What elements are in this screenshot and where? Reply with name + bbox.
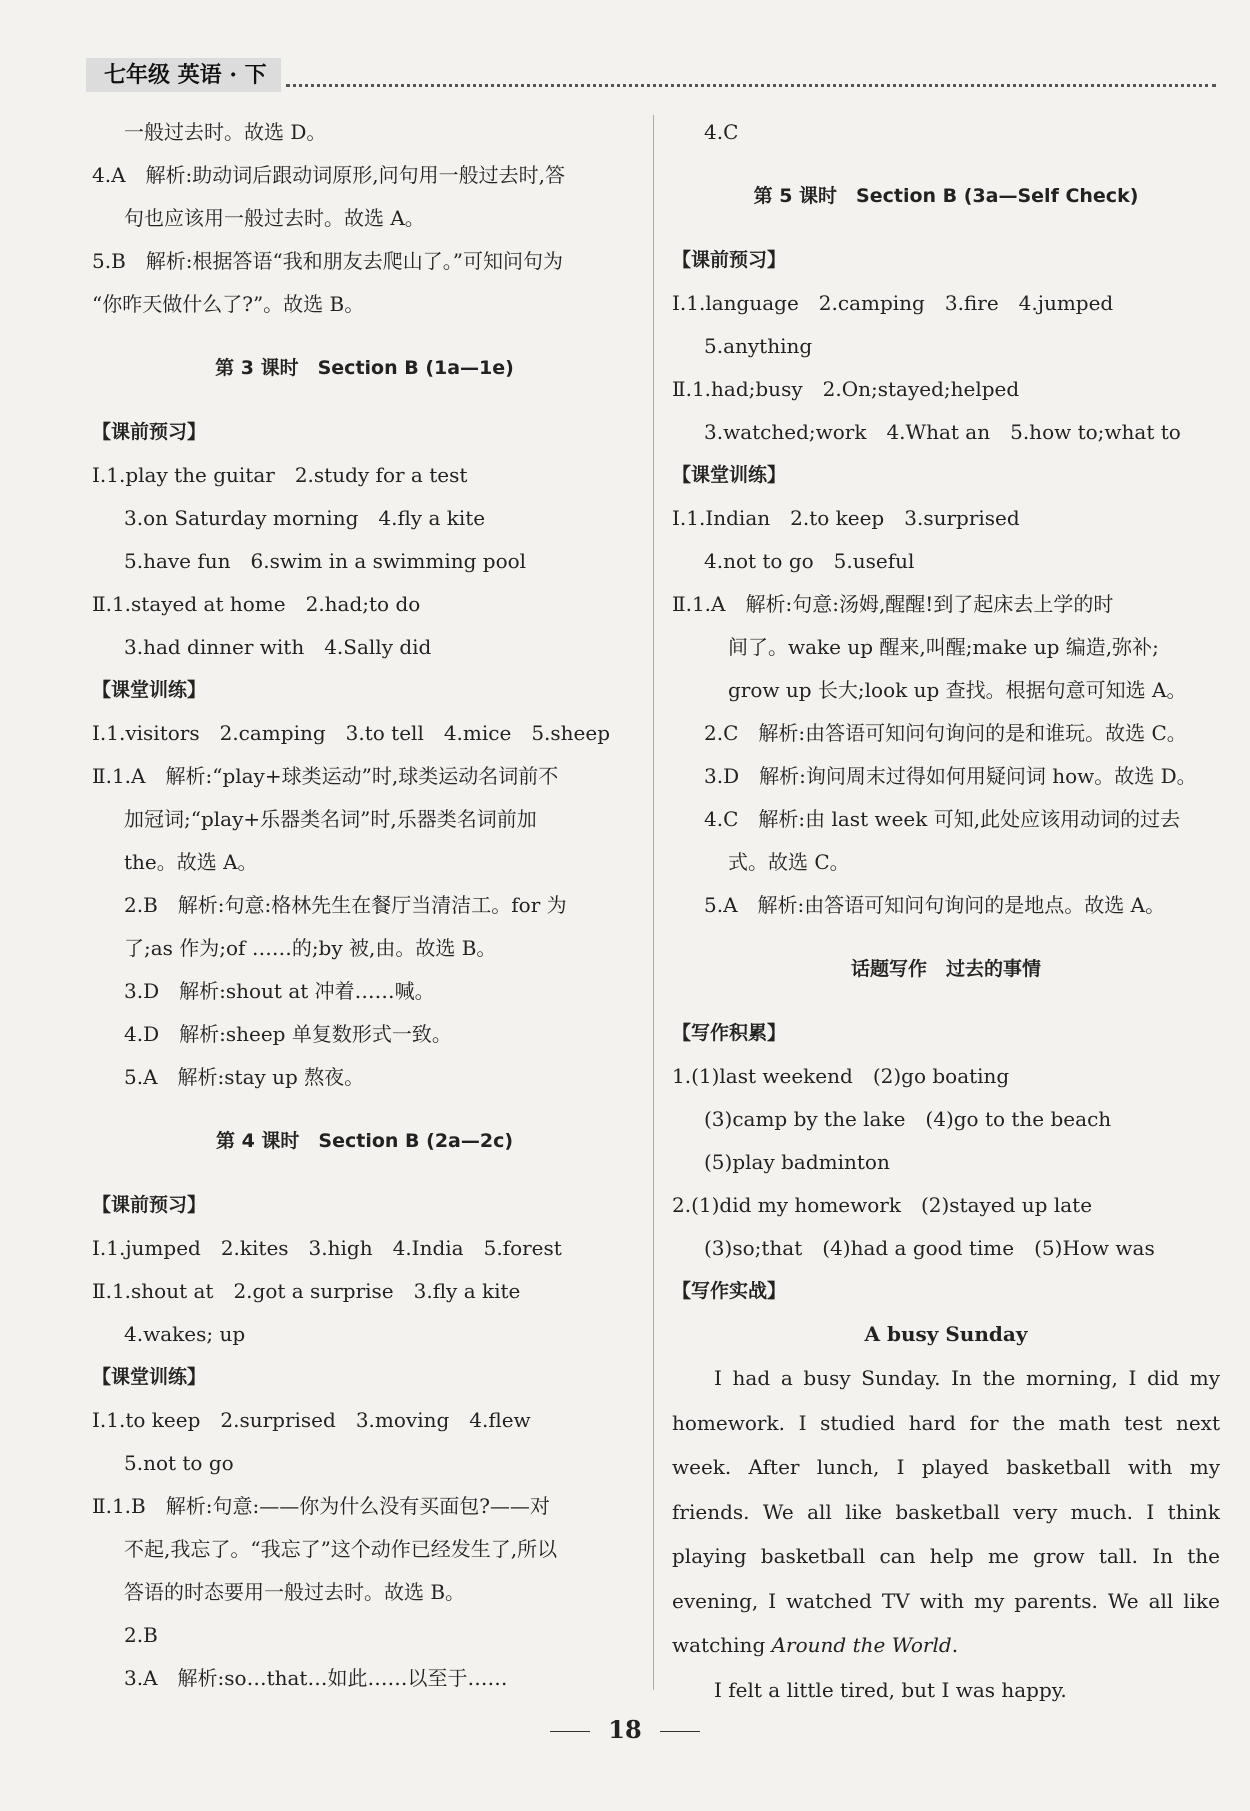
answer-line: 4.D 解析:sheep 单复数形式一致。 (124, 1022, 452, 1046)
page-number-dash-left (550, 1731, 590, 1732)
answer-line: Ⅰ.1.to keep 2.surprised 3.moving 4.flew (92, 1408, 531, 1432)
lesson-heading: 第 3 课时 Section B (1a—1e) (215, 357, 514, 379)
page-number-dash-right (660, 1731, 700, 1732)
section-heading: 【课前预习】 (92, 421, 207, 443)
essay-paragraph-2: I felt a little tired, but I was happy. (714, 1677, 1067, 1702)
answer-line: 4.not to go 5.useful (704, 549, 915, 573)
answer-line: the。故选 A。 (124, 850, 258, 874)
section-heading: 【课堂训练】 (92, 679, 207, 701)
answer-line: 5.A 解析:stay up 熬夜。 (124, 1065, 365, 1089)
answer-line: 3.had dinner with 4.Sally did (124, 635, 432, 659)
answer-line: 5.anything (704, 334, 813, 358)
answer-line: 2.B 解析:句意:格林先生在餐厅当清洁工。for 为 (124, 893, 567, 917)
header-title: 七年级 英语 · 下 (86, 58, 281, 92)
answer-line: 3.A 解析:so…that…如此……以至于…… (124, 1666, 508, 1690)
answer-line: (3)camp by the lake (4)go to the beach (704, 1107, 1112, 1131)
answer-line: 2.(1)did my homework (2)stayed up late (672, 1193, 1093, 1217)
answer-line: 5.A 解析:由答语可知问句询问的是地点。故选 A。 (704, 893, 1166, 917)
answer-line: 句也应该用一般过去时。故选 A。 (124, 206, 425, 230)
answer-line: Ⅱ.1.shout at 2.got a surprise 3.fly a kite (92, 1279, 521, 1303)
answer-line: 4.A 解析:助动词后跟动词原形,问句用一般过去时,答 (92, 163, 565, 187)
answer-line: Ⅱ.1.stayed at home 2.had;to do (92, 592, 421, 616)
answer-line: Ⅰ.1.language 2.camping 3.fire 4.jumped (672, 291, 1114, 315)
section-gap (92, 390, 637, 411)
answer-line: Ⅱ.1.A 解析:句意:汤姆,醒醒!到了起床去上学的时 (672, 592, 1114, 616)
answer-line: 4.wakes; up (124, 1322, 246, 1346)
tv-show-title: Around the World (771, 1633, 952, 1657)
lesson-heading: 第 5 课时 Section B (3a—Self Check) (753, 185, 1139, 207)
section-gap (672, 991, 1220, 1012)
section-heading: 【课堂训练】 (672, 464, 787, 486)
section-heading: 【课堂训练】 (92, 1366, 207, 1388)
answer-line: 5.not to go (124, 1451, 234, 1475)
left-column (92, 111, 637, 1700)
answer-line: 间了。wake up 醒来,叫醒;make up 编造,弥补; (728, 635, 1159, 659)
essay-title: A busy Sunday (864, 1322, 1028, 1346)
section-heading: 【课前预习】 (672, 249, 787, 271)
answer-line: 了;as 作为;of ……的;by 被,由。故选 B。 (124, 936, 497, 960)
answer-line: Ⅰ.1.visitors 2.camping 3.to tell 4.mice 5.sheep (92, 721, 611, 745)
answer-line: 2.B (124, 1623, 158, 1647)
answer-line: Ⅱ.1.A 解析:“play+球类运动”时,球类运动名词前不 (92, 764, 559, 788)
answer-line: 5.have fun 6.swim in a swimming pool (124, 549, 527, 573)
section-heading: 【写作实战】 (672, 1280, 787, 1302)
answer-line: 4.C 解析:由 last week 可知,此处应该用动词的过去 (704, 807, 1181, 831)
answer-line: “你昨天做什么了?”。故选 B。 (92, 292, 365, 316)
column-divider (653, 115, 654, 1690)
answer-line: 答语的时态要用一般过去时。故选 B。 (124, 1580, 466, 1604)
section-gap (92, 326, 637, 347)
answer-line: Ⅰ.1.Indian 2.to keep 3.surprised (672, 506, 1020, 530)
answer-line: 3.watched;work 4.What an 5.how to;what to (704, 420, 1181, 444)
answer-line: grow up 长大;look up 查找。根据句意可知选 A。 (728, 678, 1187, 702)
page-header (86, 58, 1216, 92)
answer-line: Ⅱ.1.had;busy 2.On;stayed;helped (672, 377, 1020, 401)
section-gap (672, 154, 1220, 175)
answer-line: 1.(1)last weekend (2)go boating (672, 1064, 1010, 1088)
answer-line: 5.B 解析:根据答语“我和朋友去爬山了。”可知问句为 (92, 249, 563, 273)
answer-line: 3.on Saturday morning 4.fly a kite (124, 506, 486, 530)
page-number (0, 1715, 1250, 1744)
section-gap (92, 1099, 637, 1120)
answer-line: 3.D 解析:shout at 冲着……喊。 (124, 979, 435, 1003)
answer-line: 3.D 解析:询问周末过得如何用疑问词 how。故选 D。 (704, 764, 1197, 788)
answer-line: Ⅱ.1.B 解析:句意:——你为什么没有买面包?——对 (92, 1494, 550, 1518)
right-column (672, 111, 1220, 1712)
essay-paragraph-1: I had a busy Sunday. In the morning, I did my homework. I studied hard for the math test next week. After lunch, I played basketball with my friends. We all like basketball very much. I think playing basketball can help me grow tall. In the evening, I watched TV with my parents. We all like watching Around the World. (672, 1366, 1220, 1657)
answer-line: 4.C (704, 120, 739, 144)
answer-line: 2.C 解析:由答语可知问句询问的是和谁玩。故选 C。 (704, 721, 1187, 745)
lesson-heading: 话题写作 过去的事情 (850, 958, 1041, 980)
answer-line: 不起,我忘了。“我忘了”这个动作已经发生了,所以 (124, 1537, 558, 1561)
answer-line: 式。故选 C。 (728, 850, 850, 874)
answer-line: (5)play badminton (704, 1150, 890, 1174)
answer-line: (3)so;that (4)had a good time (5)How was (704, 1236, 1155, 1260)
section-heading: 【课前预习】 (92, 1194, 207, 1216)
page-number-value: 18 (608, 1715, 642, 1744)
answer-line: 加冠词;“play+乐器类名词”时,乐器类名词前加 (124, 807, 537, 831)
header-dotted-rule (286, 84, 1216, 87)
section-gap (672, 218, 1220, 239)
section-gap (672, 927, 1220, 948)
answer-line: 一般过去时。故选 D。 (124, 120, 327, 144)
section-gap (92, 1163, 637, 1184)
answer-line: Ⅰ.1.jumped 2.kites 3.high 4.India 5.forest (92, 1236, 562, 1260)
lesson-heading: 第 4 课时 Section B (2a—2c) (215, 1130, 514, 1152)
section-heading: 【写作积累】 (672, 1022, 787, 1044)
answer-line: Ⅰ.1.play the guitar 2.study for a test (92, 463, 468, 487)
